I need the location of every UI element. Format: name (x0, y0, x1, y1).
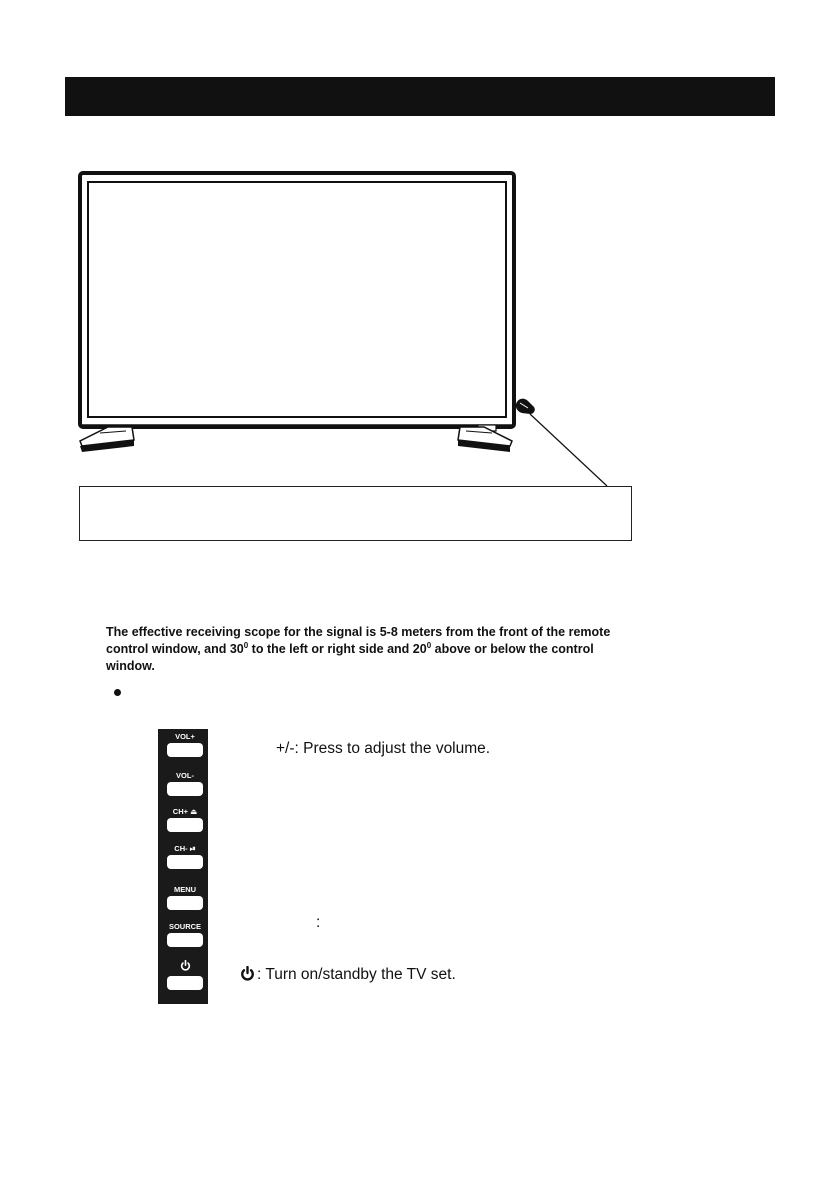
vol-description: +/-: Press to adjust the volume. (276, 740, 491, 757)
vol-minus-button[interactable]: VOL- (167, 771, 203, 796)
callout-box (79, 486, 632, 541)
note-line-2: control window, and $30^0$ to the left or right side and $20^0$ above or below the control (106, 641, 594, 656)
control-panel (158, 729, 208, 1004)
tv-illustration (0, 0, 840, 500)
power-icon (240, 966, 255, 981)
source-description: : (316, 914, 321, 931)
tv-screen (88, 182, 506, 417)
note-line-3: window. (106, 659, 155, 673)
left-stand (80, 427, 134, 452)
ch-plus-button[interactable]: CH+ ⏏ (167, 807, 203, 832)
power-description: : Turn on/standby the TV set. (240, 966, 456, 984)
hand-pointer-icon (516, 399, 535, 414)
note-line-1: The effective receiving scope for the signal is 5-8 meters from the front of the remote (106, 625, 611, 639)
menu-button[interactable]: MENU (167, 885, 203, 910)
tv-outer-bezel (80, 173, 514, 427)
callout-leader-line (530, 414, 607, 486)
vol-plus-button[interactable]: VOL+ (167, 732, 203, 757)
source-button[interactable]: SOURCE (167, 922, 203, 947)
ch-minus-button[interactable]: CH- ⏯ (167, 844, 203, 869)
power-icon (180, 960, 191, 971)
power-button[interactable] (167, 960, 203, 990)
right-stand (458, 427, 512, 452)
bullet-dot (114, 689, 121, 696)
receiving-scope-note (106, 624, 746, 675)
